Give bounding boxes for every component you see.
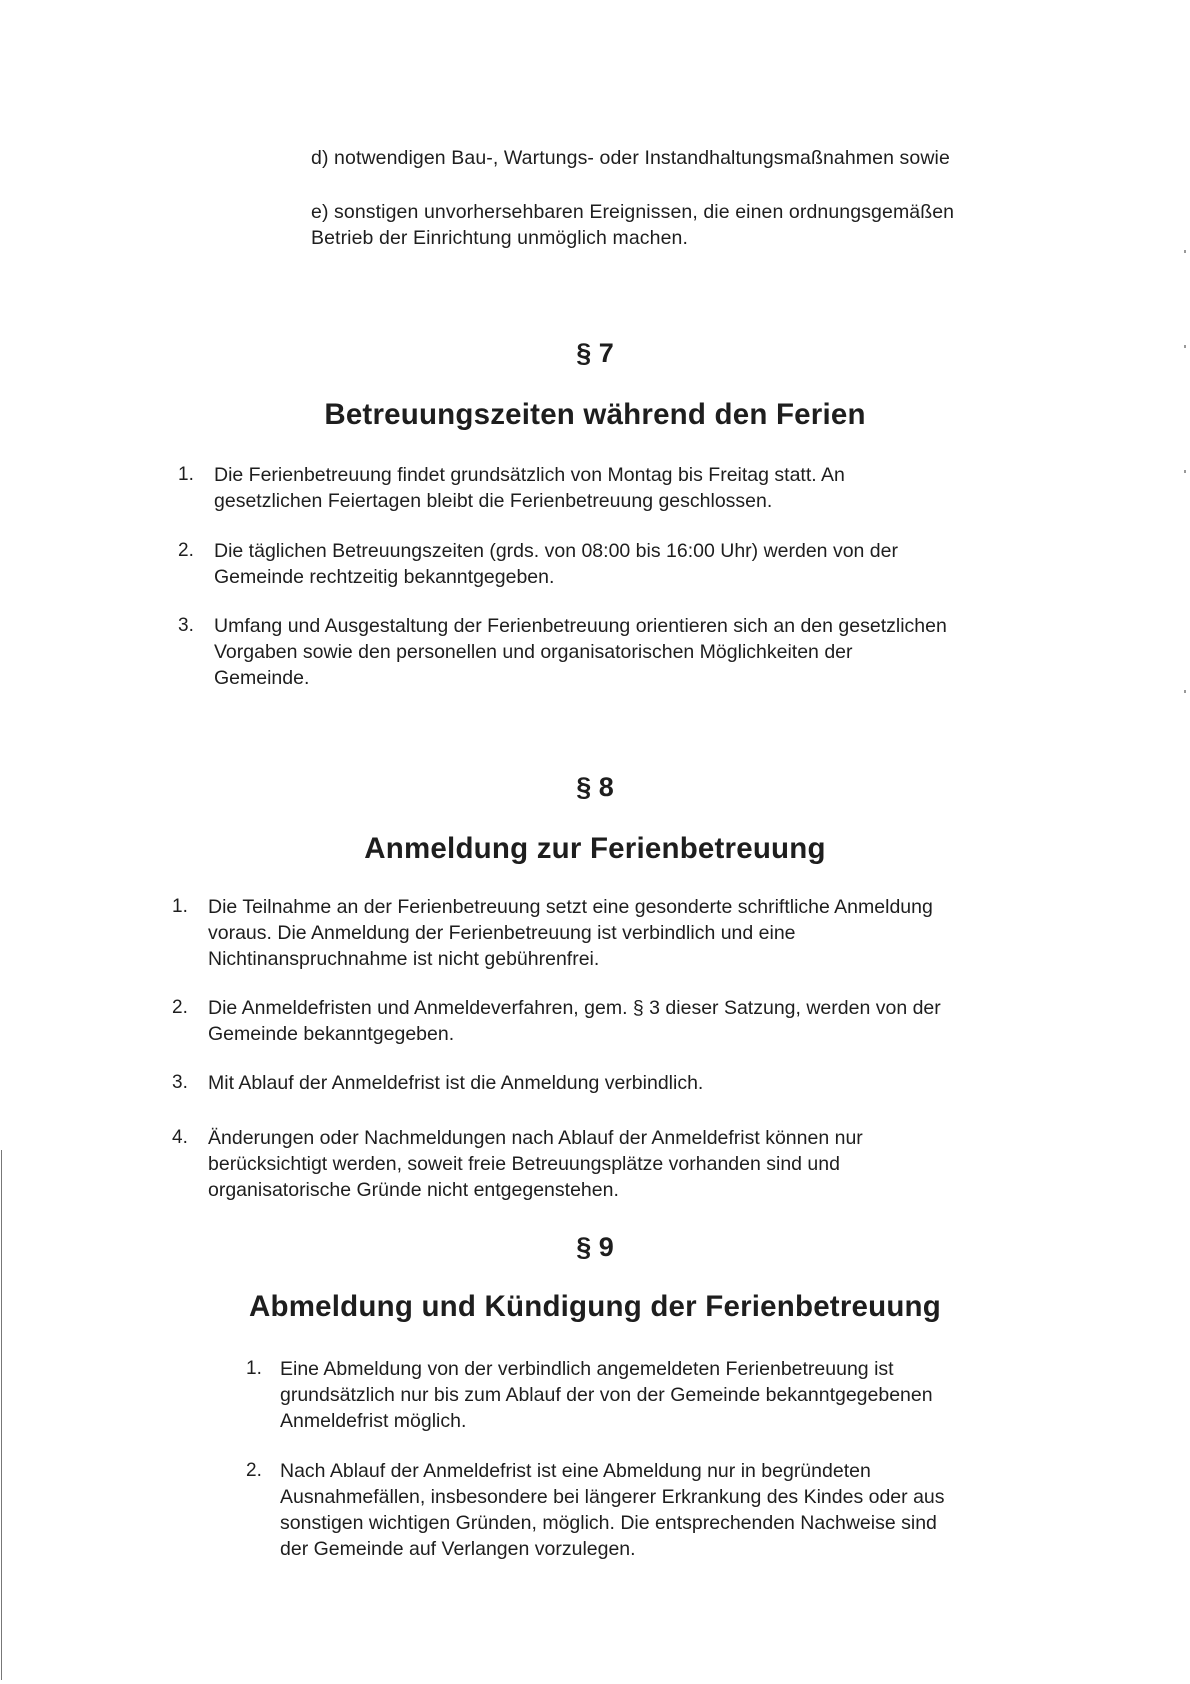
list-number: 3. [178, 615, 194, 636]
section-9-number: § 9 [576, 1232, 614, 1262]
list-text-line: Nach Ablauf der Anmeldefrist ist eine Abmeldung nur in begründeten [280, 1460, 871, 1482]
list-text-line: Die täglichen Betreuungszeiten (grds. von 08:00 bis 16:00 Uhr) werden von der [214, 540, 898, 562]
list-text-line: sonstigen wichtigen Gründen, möglich. Die entsprechenden Nachweise sind [280, 1512, 937, 1534]
intro-item-d: d) notwendigen Bau-, Wartungs- oder Instandhaltungsmaßnahmen sowie [311, 147, 950, 169]
list-text-line: gesetzlichen Feiertagen bleibt die Ferienbetreuung geschlossen. [214, 490, 773, 512]
list-text-line: Anmeldefrist möglich. [280, 1410, 467, 1432]
list-number: 4. [172, 1127, 188, 1148]
list-text-line: Ausnahmefällen, insbesondere bei längerer Erkrankung des Kindes oder aus [280, 1486, 945, 1508]
list-text-line: Gemeinde rechtzeitig bekanntgegeben. [214, 566, 555, 588]
list-text-line: berücksichtigt werden, soweit freie Betreuungsplätze vorhanden sind und [208, 1153, 840, 1175]
list-text-line: grundsätzlich nur bis zum Ablauf der von der Gemeinde bekanntgegebenen [280, 1384, 933, 1406]
list-text-line: Vorgaben sowie den personellen und organisatorischen Möglichkeiten der [214, 641, 853, 663]
list-text-line: Gemeinde. [214, 667, 310, 689]
intro-item-e-line1: e) sonstigen unvorhersehbaren Ereignissen, die einen ordnungsgemäßen [311, 201, 955, 223]
section-8-title: Anmeldung zur Ferienbetreuung [364, 832, 826, 865]
list-text-line: Änderungen oder Nachmeldungen nach Ablauf der Anmeldefrist können nur [208, 1127, 863, 1149]
scan-edge-mark [1184, 250, 1186, 253]
section-7-item-1 [178, 462, 998, 514]
section-9-title: Abmeldung und Kündigung der Ferienbetreuung [249, 1290, 941, 1323]
list-number: 1. [246, 1358, 262, 1379]
list-text-line: Die Ferienbetreuung findet grundsätzlich von Montag bis Freitag statt. An [214, 464, 845, 486]
list-text-line: Gemeinde bekanntgegeben. [208, 1023, 455, 1045]
section-8-number: § 8 [576, 772, 614, 802]
list-text-line: Eine Abmeldung von der verbindlich angemeldeten Ferienbetreuung ist [280, 1358, 894, 1380]
list-number: 2. [172, 997, 188, 1018]
list-number: 3. [172, 1072, 188, 1093]
scan-edge-line [1, 1150, 2, 1680]
section-7-title: Betreuungszeiten während den Ferien [324, 398, 866, 431]
section-7-item-3 [178, 613, 998, 691]
section-8-item-4 [172, 1125, 992, 1203]
section-8-item-3 [172, 1070, 992, 1096]
list-number: 2. [178, 540, 194, 561]
list-text-line: Die Teilnahme an der Ferienbetreuung setzt eine gesonderte schriftliche Anmeldung [208, 896, 933, 918]
section-7-number: § 7 [576, 338, 614, 368]
intro-item-e-line2: Betrieb der Einrichtung unmöglich machen. [311, 227, 688, 249]
scan-edge-mark [1184, 470, 1186, 473]
list-text-line: Nichtinanspruchnahme ist nicht gebührenfrei. [208, 948, 600, 970]
list-text-line: voraus. Die Anmeldung der Ferienbetreuung ist verbindlich und eine [208, 922, 796, 944]
list-text-line: organisatorische Gründe nicht entgegenstehen. [208, 1179, 619, 1201]
list-text-line: der Gemeinde auf Verlangen vorzulegen. [280, 1538, 636, 1560]
list-text-line: Umfang und Ausgestaltung der Ferienbetreuung orientieren sich an den gesetzlichen [214, 615, 947, 637]
section-9-item-1 [246, 1356, 1066, 1434]
scan-edge-mark [1184, 690, 1186, 693]
list-text-line: Mit Ablauf der Anmeldefrist ist die Anmeldung verbindlich. [208, 1072, 704, 1094]
section-7-item-2 [178, 538, 998, 590]
list-number: 1. [172, 896, 188, 917]
section-8-item-2 [172, 995, 992, 1047]
section-9-item-2 [246, 1458, 1066, 1562]
list-number: 2. [246, 1460, 262, 1481]
section-8-item-1 [172, 894, 992, 972]
list-number: 1. [178, 464, 194, 485]
list-text-line: Die Anmeldefristen und Anmeldeverfahren, gem. § 3 dieser Satzung, werden von der [208, 997, 941, 1019]
